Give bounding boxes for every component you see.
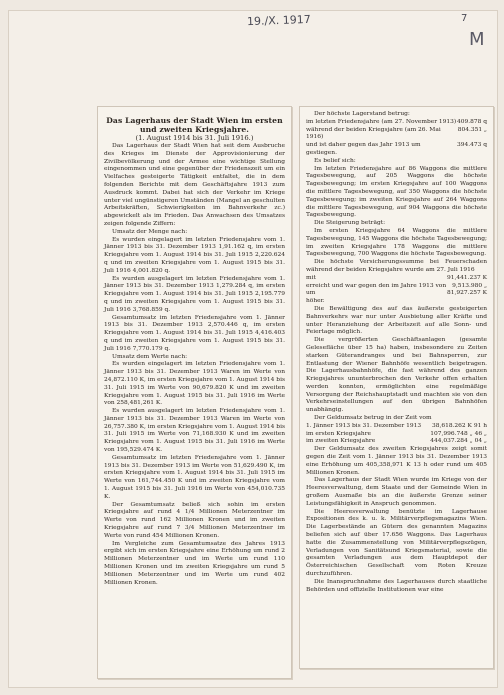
row-label: und ist daher gegen das Jahr 1913 um: [306, 142, 421, 149]
figure-row: [306, 423, 487, 431]
paragraph: Es wurden ausgelagert im letzten Friedensjahre vom 1. Jänner 1913 bis 31. Dezember 1913 1,279.284 q, im ersten Kriegsjahre vom 1. August 1914 bis 31. Juli 1915 2,195.779 q und im zweiten Kriegsjahre vom 1. August 1915 bis 31. Juli 1916 3,768.859 q.: [104, 275, 285, 313]
figure-row: [306, 283, 487, 291]
row-value: 394.473 q: [456, 142, 487, 149]
row-label: höher.: [306, 298, 325, 305]
paragraph: Die Heeresverwaltung benützte im Lagerhause Expositionen des k. u. k. Militärverpflegsmagazins Wien. Die Lagerbestände an Gütern des genannten Magazins beliefen sich auf über 17.656 Waggons. Das Lagerhaus hatte die Zusammenstellung von Militärverpflegszügen, Verladungen von Sanitätsund Kriegsmaterial, sowie die gesamten Verladungen aus dem Hauptdepot der Österreichischen Gesellschaft vom Roten Kreuze durchzuführen.: [306, 508, 487, 578]
figure-row: [306, 127, 487, 143]
paragraph: Die höchste Versicherungssumme bei Feuerschaden während der beiden Kriegsjahre wurde am 27. Juli 1916: [306, 259, 487, 273]
paragraph: Der Gesamtumsatz beließ sich sohin im ersten Kriegsjahre auf rund 4 1/4 Millionen Meterzentner im Werte von rund 162 Millionen Kronen und im zweiten Kriegsjahre auf rund 7 3/4 Millionen Meterzentner im Werte von rund 454 Millionen Kronen.: [104, 501, 285, 539]
row-value: 444,037.284 „ 04 „: [430, 438, 487, 445]
row-value: 9,513.980 „: [452, 282, 487, 289]
row-label: während der beiden Kriegsjahre (am 26. Mai 1916): [306, 126, 441, 141]
paragraph: Das Lagerhaus der Stadt Wien hat seit dem Ausbruche des Krieges im Dienste der Approvisionierung der Zivilbevölkerung und der Armee eine wichtige Stellung eingenommen und eine gegenüber der Friedenszeit um ein Vielfaches gesteigerte Tätigkeit entfaltet, die in dem folgenden Berichte mit dem Geschäftsjahre 1913 zum Ausdruck kommt. Dabei hat sich der Verkehr im Kriege unter viel ungünstigeren Umständen (Mangel an geschulten Arbeitskräften, Schwierigkeiten im Bahnverkehr zc.) abgewickelt als im Frieden. Das Anwachsen des Umsatzes zeigen folgende Ziffern:: [104, 143, 285, 227]
row-label: 1. Jänner 1913 bis 31. Dezember 1913: [306, 422, 422, 429]
paragraph: Gesamtumsatz im letzten Friedensjahre vom 1. Jänner 1913 bis 31. Dezember 1913 im Werte von 51,629.490 K, im ersten Kriegsjahre vom 1. August 1914 bis 31. Juli 1915 im Werte von 161,744.450 K und im zweiten Kriegsjahre vom 1. August 1915 bis 31. Juli 1916 im Werte von 454,010.735 K.: [104, 454, 285, 500]
handwritten-letter: M: [469, 29, 485, 50]
paragraph: Der höchste Lagerstand betrug:: [314, 111, 410, 117]
newspaper-clipping-right: [299, 106, 494, 669]
row-label: im zweiten Kriegsjahre: [306, 438, 376, 445]
row-value: 38,618.262 K 91 h: [431, 422, 487, 429]
figure-row: [306, 142, 487, 150]
archive-card: [8, 10, 498, 688]
paragraph: Im ersten Kriegsjahre 64 Waggons die mittlere Tagesbewegung, 145 Waggons die höchste Tagesbewegung; im zweiten Kriegsjahre 178 Waggons die mittlere Tagesbewegung, 700 Waggons die höchste Tagesbewegung.: [306, 227, 487, 258]
row-label: gestiegen.: [306, 149, 337, 156]
row-value: 804.351 „: [457, 126, 487, 133]
article-title: Das Lagerhaus der Stadt Wien im ersten und zweiten Kriegsjahre.: [106, 116, 283, 134]
figure-row: [306, 431, 487, 439]
figure-row: [306, 298, 487, 306]
handwritten-number: 7: [461, 13, 468, 24]
row-value: 409.878 q: [456, 118, 487, 125]
row-value: 81,927.257 K: [446, 290, 487, 297]
paragraph: Der Geldumsatz des zweiten Kriegsjahres zeigt somit gegen die Zeit vom 1. Jänner 1913 bis 31. Dezember 1913 eine Erhöhung um 405,358,971 K 13 h oder rund um 405 Millionen Kronen.: [306, 446, 487, 476]
paragraph: Die Steigerung beträgt:: [314, 220, 386, 227]
row-label: mit: [306, 274, 316, 281]
row-label: um: [306, 290, 316, 297]
newspaper-clipping-left: [97, 106, 292, 679]
paragraph: Es wurden eingelagert im letzten Friedensjahre vom 1. Jänner 1913 bis 31. Dezember 1913 Waren im Werte von 24,872.110 K, im ersten Kriegsjahre vom 1. August 1914 bis 31. Juli 1915 im Werte von 90,679.820 K und im zweiten Kriegsjahre vom 1. August 1915 bis 31. Juli 1916 im Werte von 258,481,261 K.: [104, 361, 285, 407]
paragraph: Die Bewältigung des auf das äußerste gesteigerten Bahnverkehrs war nur unter Ausbietung aller Kräfte und unter Heranziehung der Arbeitszeit auf alle Sonn- und Feiertage möglich.: [306, 305, 487, 336]
figure-row: [306, 119, 487, 127]
row-label: im ersten Kriegsjahre: [306, 430, 372, 437]
paragraph: Die Inanspruchnahme des Lagerhauses durch staatliche Behörden und offizielle Institutionen war eine: [306, 578, 487, 593]
handwritten-date: 19./X. 1917: [246, 12, 311, 29]
paragraph: Gesamtumsatz im letzten Friedensjahre vom 1. Jänner 1913 bis 31. Dezember 1913 2,570.446 q, im ersten Kriegsjahre vom 1. August 1914 bis 31. Juli 1915 4,416.403 q und im zweiten Kriegsjahre vom 1. August 1915 bis 31. Juli 1916 7,770.179 q.: [104, 314, 285, 352]
paragraph: Die vergrößerten Geschäftsanlagen (gesamte Gelesefläche über 15 ha) haben, insbesondere zu Zeiten starken Güterandranges und bei Bahnsperren, zur Entlastung der Wiener Bahnhöfe wesentlich beigetragen. Die Lagerhausbahnhöfe, die fast während des ganzen Kriegsjahres ununterbrochen den Verkehr offen erhalten werden konnten, ermöglichten eine regelmäßige Versorgung der Reichshauptstadt und machten sie von den Verkehrseinstellungen auf den übrigen Bahnhöfen unabhängig.: [306, 337, 487, 414]
figure-row: [306, 275, 487, 283]
section-heading: Umsatz dem Werte nach:: [112, 353, 188, 360]
paragraph: Es belief sich:: [314, 157, 356, 164]
row-label: erreicht und war gegen den im Jahre 1913 von: [306, 282, 447, 289]
figure-row: [306, 290, 487, 298]
row-value: 107,996.748 „ 46 „: [430, 430, 487, 437]
figure-row: [306, 438, 487, 446]
paragraph: Es wurden eingelagert im letzten Friedensjahre vom 1. Jänner 1913 bis 31. Dezember 1913 1,91.162 q, im ersten Kriegsjahre vom 1. August 1914 bis 31. Juli 1915 2,220.624 q und im zweiten Kriegsjahre vom 1. August 1915 bis 31. Juli 1916 4,001.820 q.: [104, 236, 285, 274]
paragraph: Im letzten Friedensjahre auf 86 Waggons die mittlere Tagesbewegung, auf 205 Waggons die höchste Tagesbewegung; im ersten Kriegsjahre auf 100 Waggons die mittlere Tagesbewegung, auf 350 Waggons die höchste Tagesbewegung; im zweiten Kriegsjahre auf 264 Waggons die mittlere Tagesbewegung, auf 904 Waggons die höchste Tagesbewegung.: [306, 165, 487, 219]
paragraph: Im Vergleiche zum Gesamtumsatze des Jahres 1913 ergibt sich im ersten Kriegsjahre eine Erhöhung um rund 2 Millionen Meterzentner und im Werte um rund 110 Millionen Kronen und im zweiten Kriegsjahre um rund 5 Millionen Meterzentner und im Werte um rund 402 Millionen Kronen.: [104, 540, 285, 586]
figure-row: [306, 150, 487, 158]
paragraph: Der Geldumsatz betrug in der Zeit vom: [314, 415, 432, 422]
paragraph: Es wurden ausgelagert im letzten Friedensjahre vom 1. Jänner 1913 bis 31. Dezember 1913 Waren im Werte von 26,757.380 K, im ersten Kriegsjahre vom 1. August 1914 bis 31. Juli 1915 im Werte von 71,168.930 K und im zweiten Kriegsjahre vom 1. August 1915 bis 31. Juli 1916 im Werte von 195,529.474 K.: [104, 408, 285, 454]
row-value: 91,441.237 K: [446, 274, 487, 281]
paragraph: Das Lagerhaus der Stadt Wien wurde im Kriege von der Heeresverwaltung, dem Staate und der Gemeinde Wien in großem Ausmaße bis an die äußerste Grenze seiner Leistungsfähigkeit in Anspruch genommen.: [306, 477, 487, 507]
article-subtitle: (1. August 1914 bis 31. Juli 1916.): [135, 134, 254, 142]
section-heading: Umsatz der Menge nach:: [112, 228, 188, 235]
row-label: im letzten Friedensjahre (am 27. November 1913): [306, 118, 457, 125]
